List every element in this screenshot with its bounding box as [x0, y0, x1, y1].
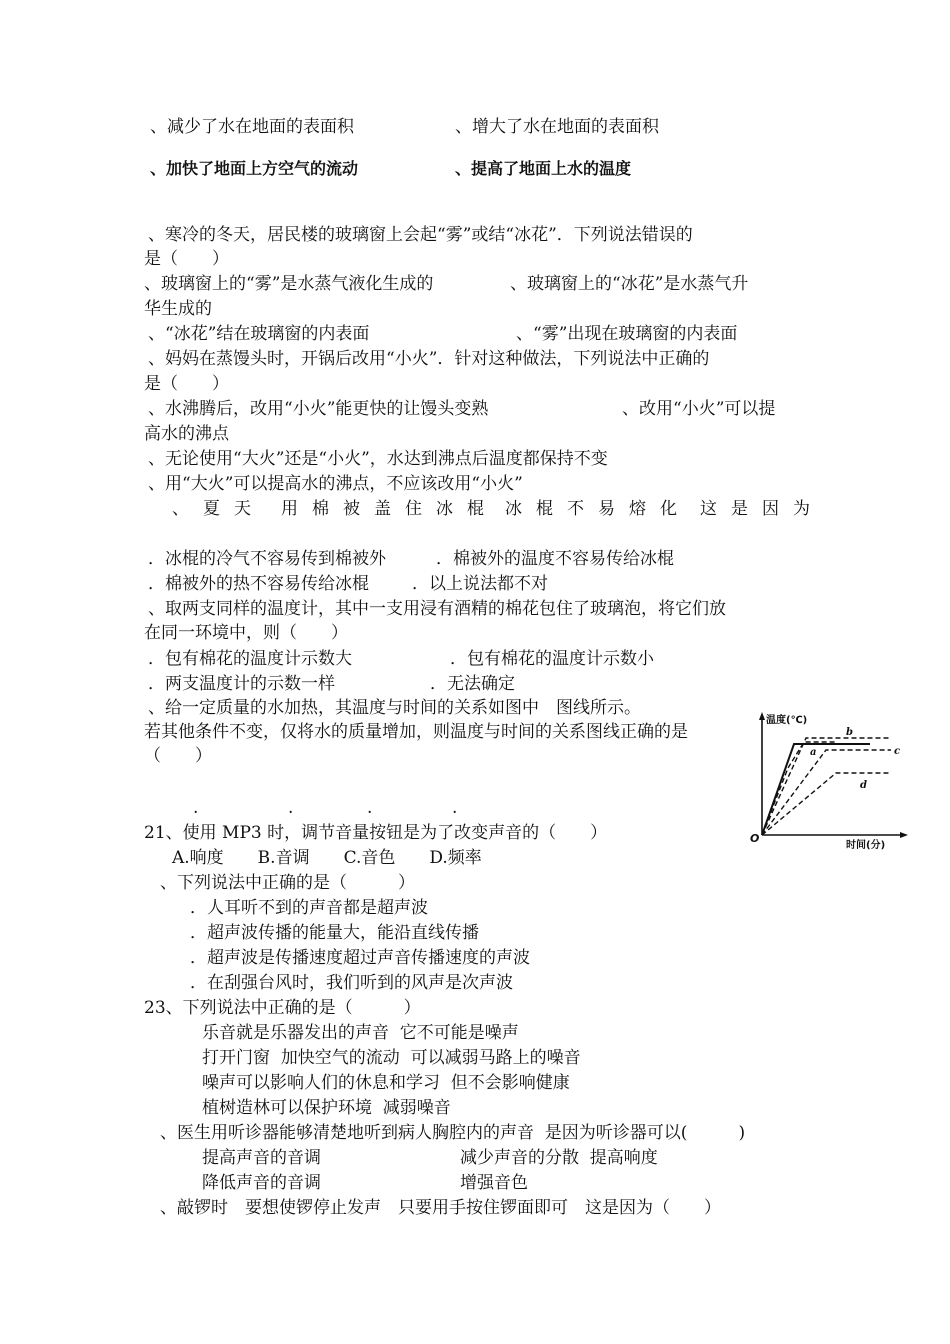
option-text: 华生成的	[144, 299, 212, 319]
option-text: 降低声音的音调	[202, 1173, 321, 1193]
option-text: 、改用“小火”可以提	[622, 399, 776, 419]
question-stem: 是（ ）	[144, 249, 229, 269]
option-text: ．棉被外的热不容易传给冰棍	[148, 574, 369, 594]
option-text: 乐音就是乐器发出的声音 它不可能是噪声	[202, 1023, 519, 1043]
option-text: 、“冰花”结在玻璃窗的内表面	[148, 324, 370, 344]
option-b-text: 、增大了水在地面的表面积	[455, 117, 659, 137]
option-marker: .	[367, 798, 373, 818]
option-text: 、水沸腾后，改用“小火”能更快的让馒头变熟	[148, 399, 489, 419]
option-text: 噪声可以影响人们的休息和学习 但不会影响健康	[202, 1073, 570, 1093]
y-axis-arrow	[759, 712, 765, 720]
option-marker: .	[452, 798, 458, 818]
series-label-b: b	[846, 727, 853, 738]
option-text: ．人耳听不到的声音都是超声波	[190, 898, 428, 918]
question-stem: 若其他条件不变，仅将水的质量增加，则温度与时间的关系图线正确的是	[144, 722, 688, 742]
option-text: ．超声波传播的能量大，能沿直线传播	[190, 923, 479, 943]
question-stem: 、给一定质量的水加热，其温度与时间的关系如图中 图线所示。	[148, 698, 641, 718]
option-text: A.响度 B.音调 C.音色 D.频率	[172, 848, 482, 868]
option-text: ．无法确定	[430, 674, 515, 694]
option-text: ．在刮强台风时，我们听到的风声是次声波	[190, 973, 513, 993]
option-c-text: 、加快了地面上方空气的流动	[150, 159, 359, 178]
option-marker: .	[193, 798, 199, 818]
x-axis-arrow	[900, 832, 908, 838]
temperature-time-graph	[746, 708, 910, 854]
question-stem: 23、下列说法中正确的是（ ）	[144, 998, 421, 1018]
question-stem: 21、使用 MP3 时，调节音量按钮是为了改变声音的（ ）	[144, 823, 608, 843]
series-label-d: d	[860, 780, 867, 791]
question-stem: 、妈妈在蒸馒头时，开锅后改用“小火”．针对这种做法，下列说法中正确的	[148, 349, 710, 369]
series-label-a: a	[810, 747, 817, 758]
question-stem: 、寒冷的冬天，居民楼的玻璃窗上会起“雾”或结“冰花”．下列说法错误的	[148, 225, 693, 245]
option-text: 、“雾”出现在玻璃窗的内表面	[516, 324, 738, 344]
question-stem: 、敲锣时 要想使锣停止发声 只要用手按住锣面即可 这是因为（ ）	[160, 1198, 721, 1218]
question-stem: 、夏天	[172, 499, 265, 519]
question-stem: 、取两支同样的温度计，其中一支用浸有酒精的棉花包住了玻璃泡，将它们放	[148, 599, 726, 619]
option-text: 打开门窗 加快空气的流动 可以减弱马路上的噪音	[202, 1048, 581, 1068]
option-text: ．两支温度计的示数一样	[148, 674, 335, 694]
option-text: 提高声音的音调	[202, 1148, 321, 1168]
option-text: ．冰棍的冷气不容易传到棉被外	[148, 549, 386, 569]
option-a-text: 、减少了水在地面的表面积	[150, 117, 354, 137]
option-text: 、玻璃窗上的“雾”是水蒸气液化生成的	[144, 274, 434, 294]
option-text: ．棉被外的温度不容易传给冰棍	[436, 549, 674, 569]
option-text: 减少声音的分散 提高响度	[460, 1148, 658, 1168]
option-text: 、无论使用“大火”还是“小火”，水达到沸点后温度都保持不变	[148, 449, 608, 469]
y-axis-label: 温度(℃)	[766, 715, 808, 726]
question-stem: 、下列说法中正确的是（ ）	[160, 873, 415, 893]
question-stem: 用棉被盖住冰棍	[281, 499, 498, 519]
option-text: ．包有棉花的温度计示数大	[148, 649, 352, 669]
option-marker: .	[288, 798, 294, 818]
origin-label: O	[750, 832, 760, 845]
question-stem: 、医生用听诊器能够清楚地听到病人胸腔内的声音 是因为听诊器可以( )	[160, 1123, 746, 1143]
option-text: 高水的沸点	[144, 424, 229, 444]
option-text: 、玻璃窗上的“冰花”是水蒸气升	[510, 274, 749, 294]
question-stem: 冰棍不易熔化	[505, 499, 691, 519]
option-text: 、用“大火”可以提高水的沸点，不应该改用“小火”	[148, 474, 523, 494]
option-text: ．超声波是传播速度超过声音传播速度的声波	[190, 948, 530, 968]
option-text: ．包有棉花的温度计示数小	[450, 649, 654, 669]
question-stem: 是（ ）	[144, 374, 229, 394]
x-axis-label: 时间(分)	[846, 840, 886, 851]
option-text: ．以上说法都不对	[412, 574, 548, 594]
question-stem: （ ）	[144, 746, 212, 766]
option-text: 增强音色	[460, 1173, 528, 1193]
question-stem: 这是因为	[700, 499, 824, 519]
series-label-c: c	[894, 746, 901, 757]
option-d-text: 、提高了地面上水的温度	[455, 159, 632, 178]
question-stem: 在同一环境中，则（ ）	[144, 623, 348, 643]
line-c	[762, 750, 891, 835]
option-text: 植树造林可以保护环境 减弱噪音	[202, 1098, 451, 1118]
